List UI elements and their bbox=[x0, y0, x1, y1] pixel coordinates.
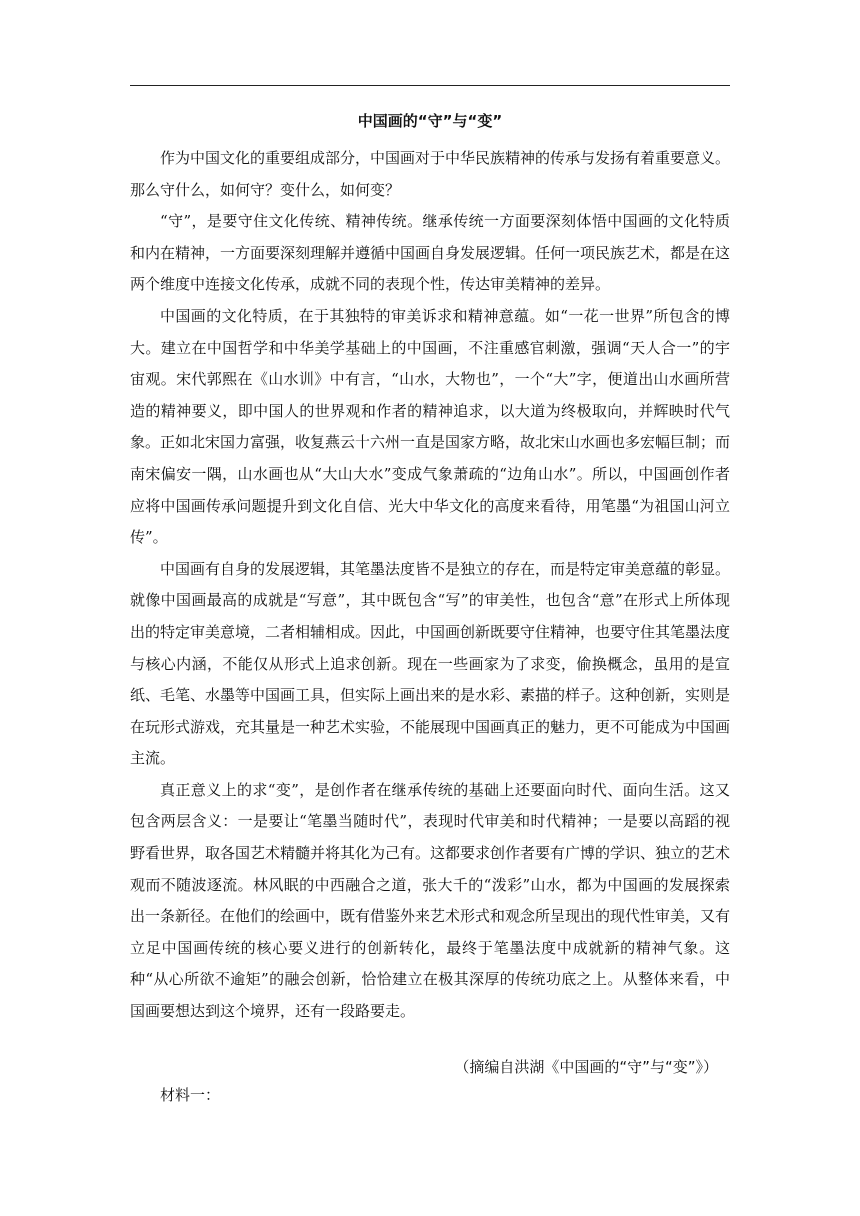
paragraph-3: 中国画的文化特质，在于其独特的审美诉求和精神意蕴。如“一花一世界”所包含的博大。建立在中国哲学和中华美学基础上的中国画，不注重感官刺激，强调“天人合一”的宇宙观。宋代郭熙在《山水训》中有言，“山水，大物也”，一个“大”字，便道出山水画所营造的精神要义，即中国人的世界观和作者的精神追求，以大道为终极取向，并辉映时代气象。正如北宋国力富强，收复燕云十六州一直是国家方略，故北宋山水画也多宏幅巨制；而南宋偏安一隅，山水画也从“大山大水”变成气象萧疏的“边角山水”。所以，中国画创作者应将中国画传承问题提升到文化自信、光大中华文化的高度来看待，用笔墨“为祖国山河立传”。 bbox=[130, 306, 731, 547]
paragraph-4: 中国画有自身的发展逻辑，其笔墨法度皆不是独立的存在，而是特定审美意蕴的彰显。就像中国画最高的成就是“写意”，其中既包含“写”的审美性，也包含“意”在形式上所体现出的特定审美意境，二者相辅相成。因此，中国画创新既要守住精神，也要守住其笔墨法度与核心内涵，不能仅从形式上追求创新。现在一些画家为了求变，偷换概念，虽用的是宣纸、毛笔、水墨等中国画工具，但实际上画出来的是水彩、素描的样子。这种创新，实则是在玩形式游戏，充其量是一种艺术实验，不能展现中国画真正的魅力，更不可能成为中国画主流。 bbox=[130, 559, 731, 768]
article-body bbox=[130, 143, 730, 1028]
header-rule bbox=[130, 85, 730, 86]
paragraph-2: “守”，是要守住文化传统、精神传统。继承传统一方面要深刻体悟中国画的文化特质和内在精神，一方面要深刻理解并遵循中国画自身发展逻辑。任何一项民族艺术，都是在这两个维度中连接文化传承，成就不同的表现个性，传达审美精神的差异。 bbox=[130, 212, 731, 294]
material-label: 材料一： bbox=[160, 1086, 221, 1104]
paragraph-1: 作为中国文化的重要组成部分，中国画对于中华民族精神的传承与发扬有着重要意义。那么守什么，如何守？变什么，如何变？ bbox=[130, 149, 731, 199]
paragraph-5: 真正意义上的求“变”，是创作者在继承传统的基础上还要面向时代、面向生活。这又包含两层含义：一是要让“笔墨当随时代”，表现时代审美和时代精神；一是要以高蹈的视野看世界，取各国艺术精髓并将其化为己有。这都要求创作者要有广博的学识、独立的艺术观而不随波逐流。林风眠的中西融合之道，张大千的“泼彩”山水，都为中国画的发展探索出一条新径。在他们的绘画中，既有借鉴外来艺术形式和观念所呈现出的现代性审美，又有立足中国画传统的核心要义进行的创新转化，最终于笔墨法度中成就新的精神气象。这种“从心所欲不逾矩”的融会创新，恰恰建立在极其深厚的传统功底之上。从整体来看，中国画要想达到这个境界，还有一段路要走。 bbox=[130, 780, 731, 1021]
source-citation: （摘编自洪湖《中国画的“守”与“变”》） bbox=[454, 1058, 718, 1076]
article-title: 中国画的“守”与“变” bbox=[357, 112, 503, 130]
